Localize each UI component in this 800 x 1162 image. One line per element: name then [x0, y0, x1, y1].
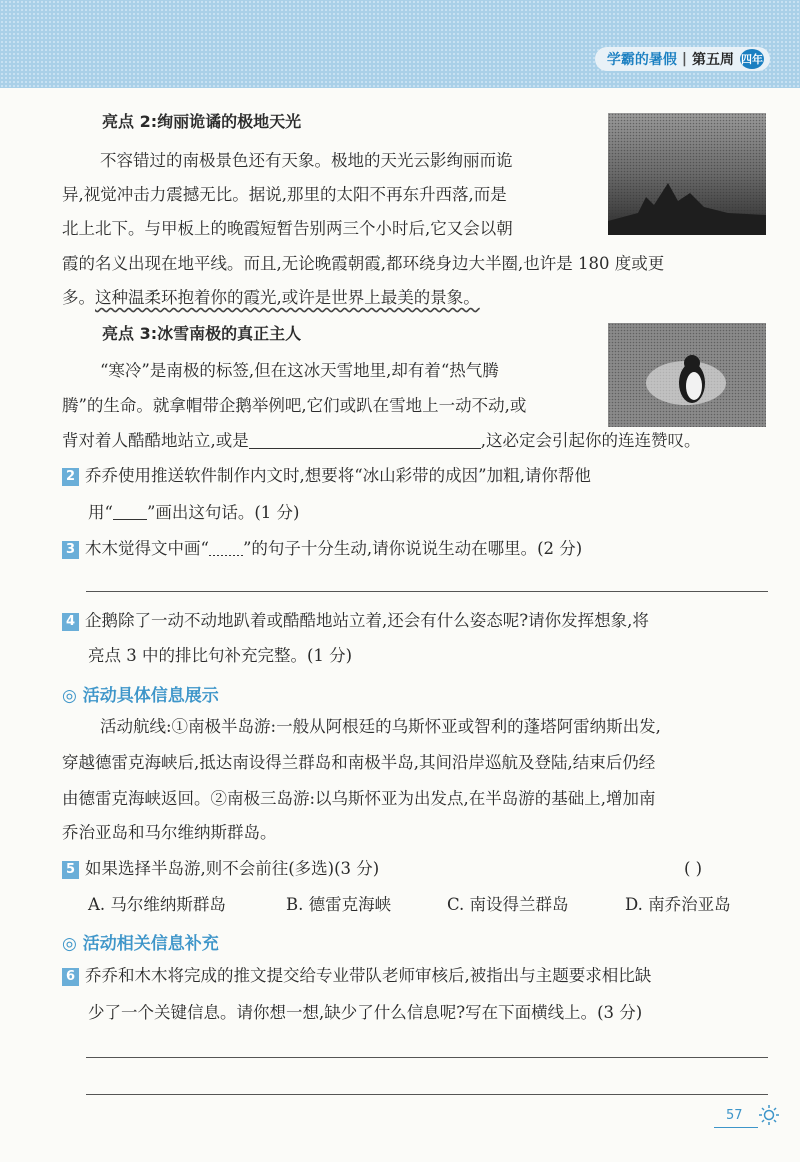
answer-line-q3[interactable]	[86, 591, 768, 592]
header-band	[0, 0, 800, 88]
highlight2-line-5-plain: 多。	[62, 288, 95, 307]
question-2-line-1: 乔乔使用推送软件制作内文时,想要将“冰山彩带的成因”加粗,请你帮他	[85, 466, 591, 485]
question-3	[62, 538, 582, 560]
highlight2-heading: 亮点 2:绚丽诡谲的极地天光	[102, 112, 302, 131]
polar-sky-photo	[608, 113, 766, 235]
question-number: 2	[62, 468, 79, 486]
underline-sample	[113, 503, 147, 520]
answer-paren[interactable]: ( )	[684, 859, 703, 878]
highlight2-line-2: 异,视觉冲击力震撼无比。据说,那里的太阳不再东升西落,而是	[62, 185, 507, 204]
activity-info-title: ◎ 活动具体信息展示	[62, 686, 219, 706]
week-label: 第五周	[692, 52, 734, 68]
activity-supplement-title: ◎ 活动相关信息补充	[62, 934, 219, 954]
header-separator: |	[681, 51, 687, 67]
header-tag	[595, 47, 770, 71]
option-b[interactable]: B. 德雷克海峡	[286, 895, 392, 914]
highlight3-line-1: “寒冷”是南极的标签,但在这冰天雪地里,却有着“热气腾	[100, 361, 499, 380]
series-title: 学霸的暑假	[606, 52, 677, 68]
highlight3-line-3-after: ,这必定会引起你的连连赞叹。	[480, 431, 701, 450]
question-4	[62, 610, 649, 632]
grade-badge: 四年	[740, 49, 764, 69]
highlight3-heading: 亮点 3:冰雪南极的真正主人	[102, 324, 302, 343]
highlight2-line-1: 不容错过的南极景色还有天象。极地的天光云影绚丽而诡	[100, 151, 513, 170]
highlight3-line-3	[62, 430, 701, 452]
activity-line-1: 活动航线:①南极半岛游:一般从阿根廷的乌斯怀亚或智利的蓬塔阿雷纳斯出发,	[100, 717, 661, 736]
answer-line-q6-1[interactable]	[86, 1057, 768, 1058]
highlight2-line-5	[62, 287, 480, 309]
question-6-line-2: 少了一个关键信息。请你想一想,缺少了什么信息呢?写在下面横线上。(3 分)	[88, 1003, 643, 1022]
activity-line-3: 由德雷克海峡返回。②南极三岛游:以乌斯怀亚为出发点,在半岛游的基础上,增加南	[62, 789, 656, 808]
highlight2-line-4: 霞的名义出现在地平线。而且,无论晚霞朝霞,都环绕身边大半圈,也许是 180 度或更	[62, 254, 665, 273]
question-number: 6	[62, 968, 79, 986]
page-number-rule	[714, 1127, 758, 1128]
wavy-underlined-sentence: 这种温柔环抱着你的霞光,或许是世界上最美的景象。	[95, 288, 480, 307]
question-number: 5	[62, 861, 79, 879]
wavy-line-sample	[209, 540, 243, 556]
question-2-after: ”画出这句话。(1 分)	[146, 503, 300, 522]
question-6-line-1: 乔乔和木木将完成的推文提交给专业带队老师审核后,被指出与主题要求相比缺	[85, 966, 652, 985]
page-number: 57	[726, 1108, 743, 1123]
highlight2-line-3: 北上北下。与甲板上的晚霞短暂告别两三个小时后,它又会以朝	[62, 219, 513, 238]
question-6	[62, 965, 651, 987]
highlight3-line-3-before: 背对着人酷酷地站立,或是	[62, 431, 249, 450]
question-4-line-2: 亮点 3 中的排比句补充完整。(1 分)	[88, 646, 353, 665]
sun-icon	[758, 1104, 780, 1126]
question-3-after: ”的句子十分生动,请你说说生动在哪里。(2 分)	[242, 539, 583, 558]
option-d[interactable]: D. 南乔治亚岛	[625, 895, 731, 914]
question-5	[62, 858, 379, 880]
activity-line-4: 乔治亚岛和马尔维纳斯群岛。	[62, 823, 277, 842]
activity-line-2: 穿越德雷克海峡后,抵达南设得兰群岛和南极半岛,其间沿岸巡航及登陆,结束后仍经	[62, 753, 656, 772]
question-4-line-1: 企鹅除了一动不动地趴着或酷酷地站立着,还会有什么姿态呢?请你发挥想象,将	[85, 611, 649, 630]
option-c[interactable]: C. 南设得兰群岛	[447, 895, 569, 914]
fill-in-blank[interactable]	[249, 430, 481, 449]
highlight3-line-2: 腾”的生命。就拿帽带企鹅举例吧,它们或趴在雪地上一动不动,或	[62, 396, 527, 415]
answer-line-q6-2[interactable]	[86, 1094, 768, 1095]
penguin-photo	[608, 323, 766, 427]
question-2-before: 用“	[88, 503, 113, 522]
question-number: 3	[62, 541, 79, 559]
question-5-text: 如果选择半岛游,则不会前往(多选)(3 分)	[85, 859, 380, 878]
option-a[interactable]: A. 马尔维纳斯群岛	[88, 895, 226, 914]
question-number: 4	[62, 613, 79, 631]
question-2	[62, 465, 591, 487]
question-3-before: 木木觉得文中画“	[85, 539, 209, 558]
question-2-line-2	[88, 502, 300, 524]
